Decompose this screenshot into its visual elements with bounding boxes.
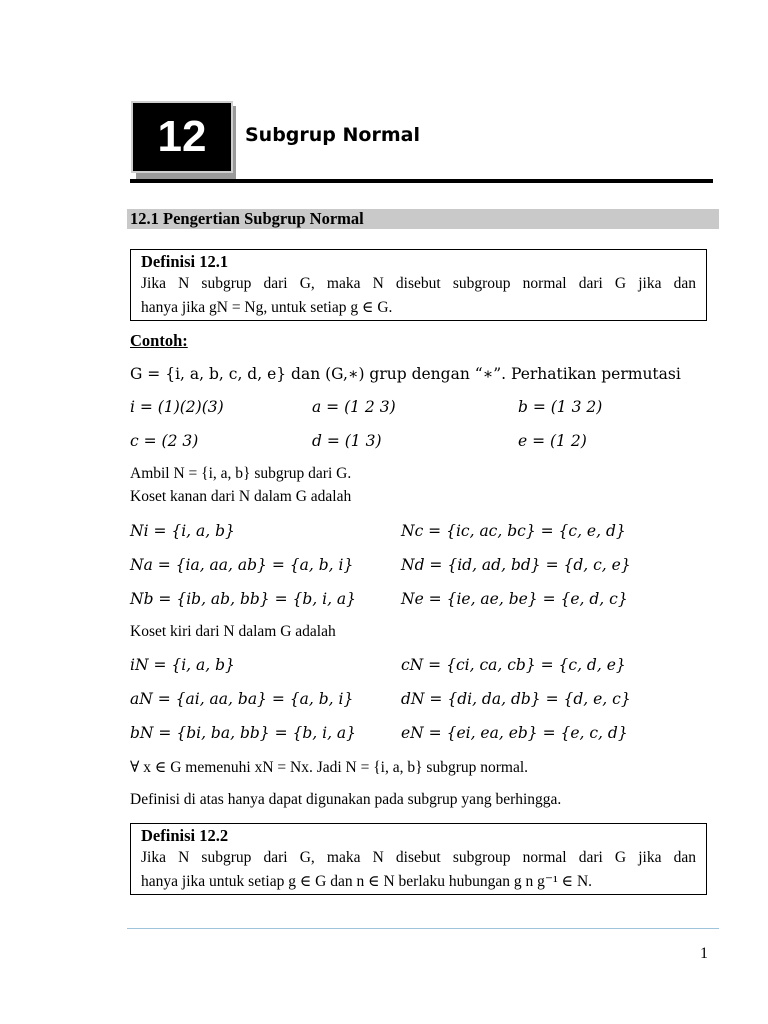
chapter-number: 12 xyxy=(131,101,233,173)
right-coset: Ni = {i, a, b} xyxy=(130,522,235,540)
permutation: c = (2 3) xyxy=(130,432,199,450)
right-coset: Ne = {ie, ae, be} = {e, d, c} xyxy=(401,590,628,608)
right-coset: Nd = {id, ad, bd} = {d, c, e} xyxy=(401,556,631,574)
right-coset-intro: Koset kanan dari N dalam G adalah xyxy=(130,488,352,505)
definition-title: Definisi 12.1 xyxy=(141,252,229,271)
left-coset: iN = {i, a, b} xyxy=(130,656,235,674)
note-text: Definisi di atas hanya dapat digunakan pada subgrup yang berhingga. xyxy=(130,791,562,808)
left-coset: cN = {ci, ca, cb} = {c, d, e} xyxy=(401,656,626,674)
section-title: 12.1 Pengertian Subgrup Normal xyxy=(130,209,364,228)
left-coset: aN = {ai, aa, ba} = {a, b, i} xyxy=(130,690,354,708)
right-coset: Nb = {ib, ab, bb} = {b, i, a} xyxy=(130,590,357,608)
chapter-title: Subgrup Normal xyxy=(245,124,420,146)
definition-box-1 xyxy=(130,249,707,321)
right-coset: Na = {ia, aa, ab} = {a, b, i} xyxy=(130,556,354,574)
footer-rule xyxy=(127,928,719,929)
definition-line: Jika N subgrup dari G, maka N disebut subgroup normal dari G jika dan xyxy=(141,275,696,292)
take-subgroup-text: Ambil N = {i, a, b} subgrup dari G. xyxy=(130,465,352,482)
definition-line: hanya jika untuk setiap g ∈ G dan n ∈ N berlaku hubungan g n g⁻¹ ∈ N. xyxy=(141,873,593,890)
permutation: d = (1 3) xyxy=(312,432,382,450)
definition-line: hanya jika gN = Ng, untuk setiap g ∈ G. xyxy=(141,299,393,316)
example-heading: Contoh: xyxy=(130,331,188,350)
permutation: e = (1 2) xyxy=(518,432,587,450)
left-coset-intro: Koset kiri dari N dalam G adalah xyxy=(130,623,336,640)
conclusion-text: ∀ x ∈ G memenuhi xN = Nx. Jadi N = {i, a, b} subgrup normal. xyxy=(130,759,529,776)
definition-line: Jika N subgrup dari G, maka N disebut subgroup normal dari G jika dan xyxy=(141,849,696,866)
permutation: a = (1 2 3) xyxy=(312,398,396,416)
definition-title: Definisi 12.2 xyxy=(141,826,229,845)
group-definition: G = {i, a, b, c, d, e} dan (G,∗) grup dengan “∗”. Perhatikan permutasi xyxy=(130,365,681,383)
left-coset: bN = {bi, ba, bb} = {b, i, a} xyxy=(130,724,357,742)
permutation: i = (1)(2)(3) xyxy=(130,398,224,416)
left-coset: eN = {ei, ea, eb} = {e, c, d} xyxy=(401,724,628,742)
header-rule xyxy=(130,179,713,183)
permutation: b = (1 3 2) xyxy=(518,398,603,416)
page-number: 1 xyxy=(700,945,708,962)
left-coset: dN = {di, da, db} = {d, e, c} xyxy=(401,690,631,708)
right-coset: Nc = {ic, ac, bc} = {c, e, d} xyxy=(401,522,626,540)
definition-box-2 xyxy=(130,823,707,895)
